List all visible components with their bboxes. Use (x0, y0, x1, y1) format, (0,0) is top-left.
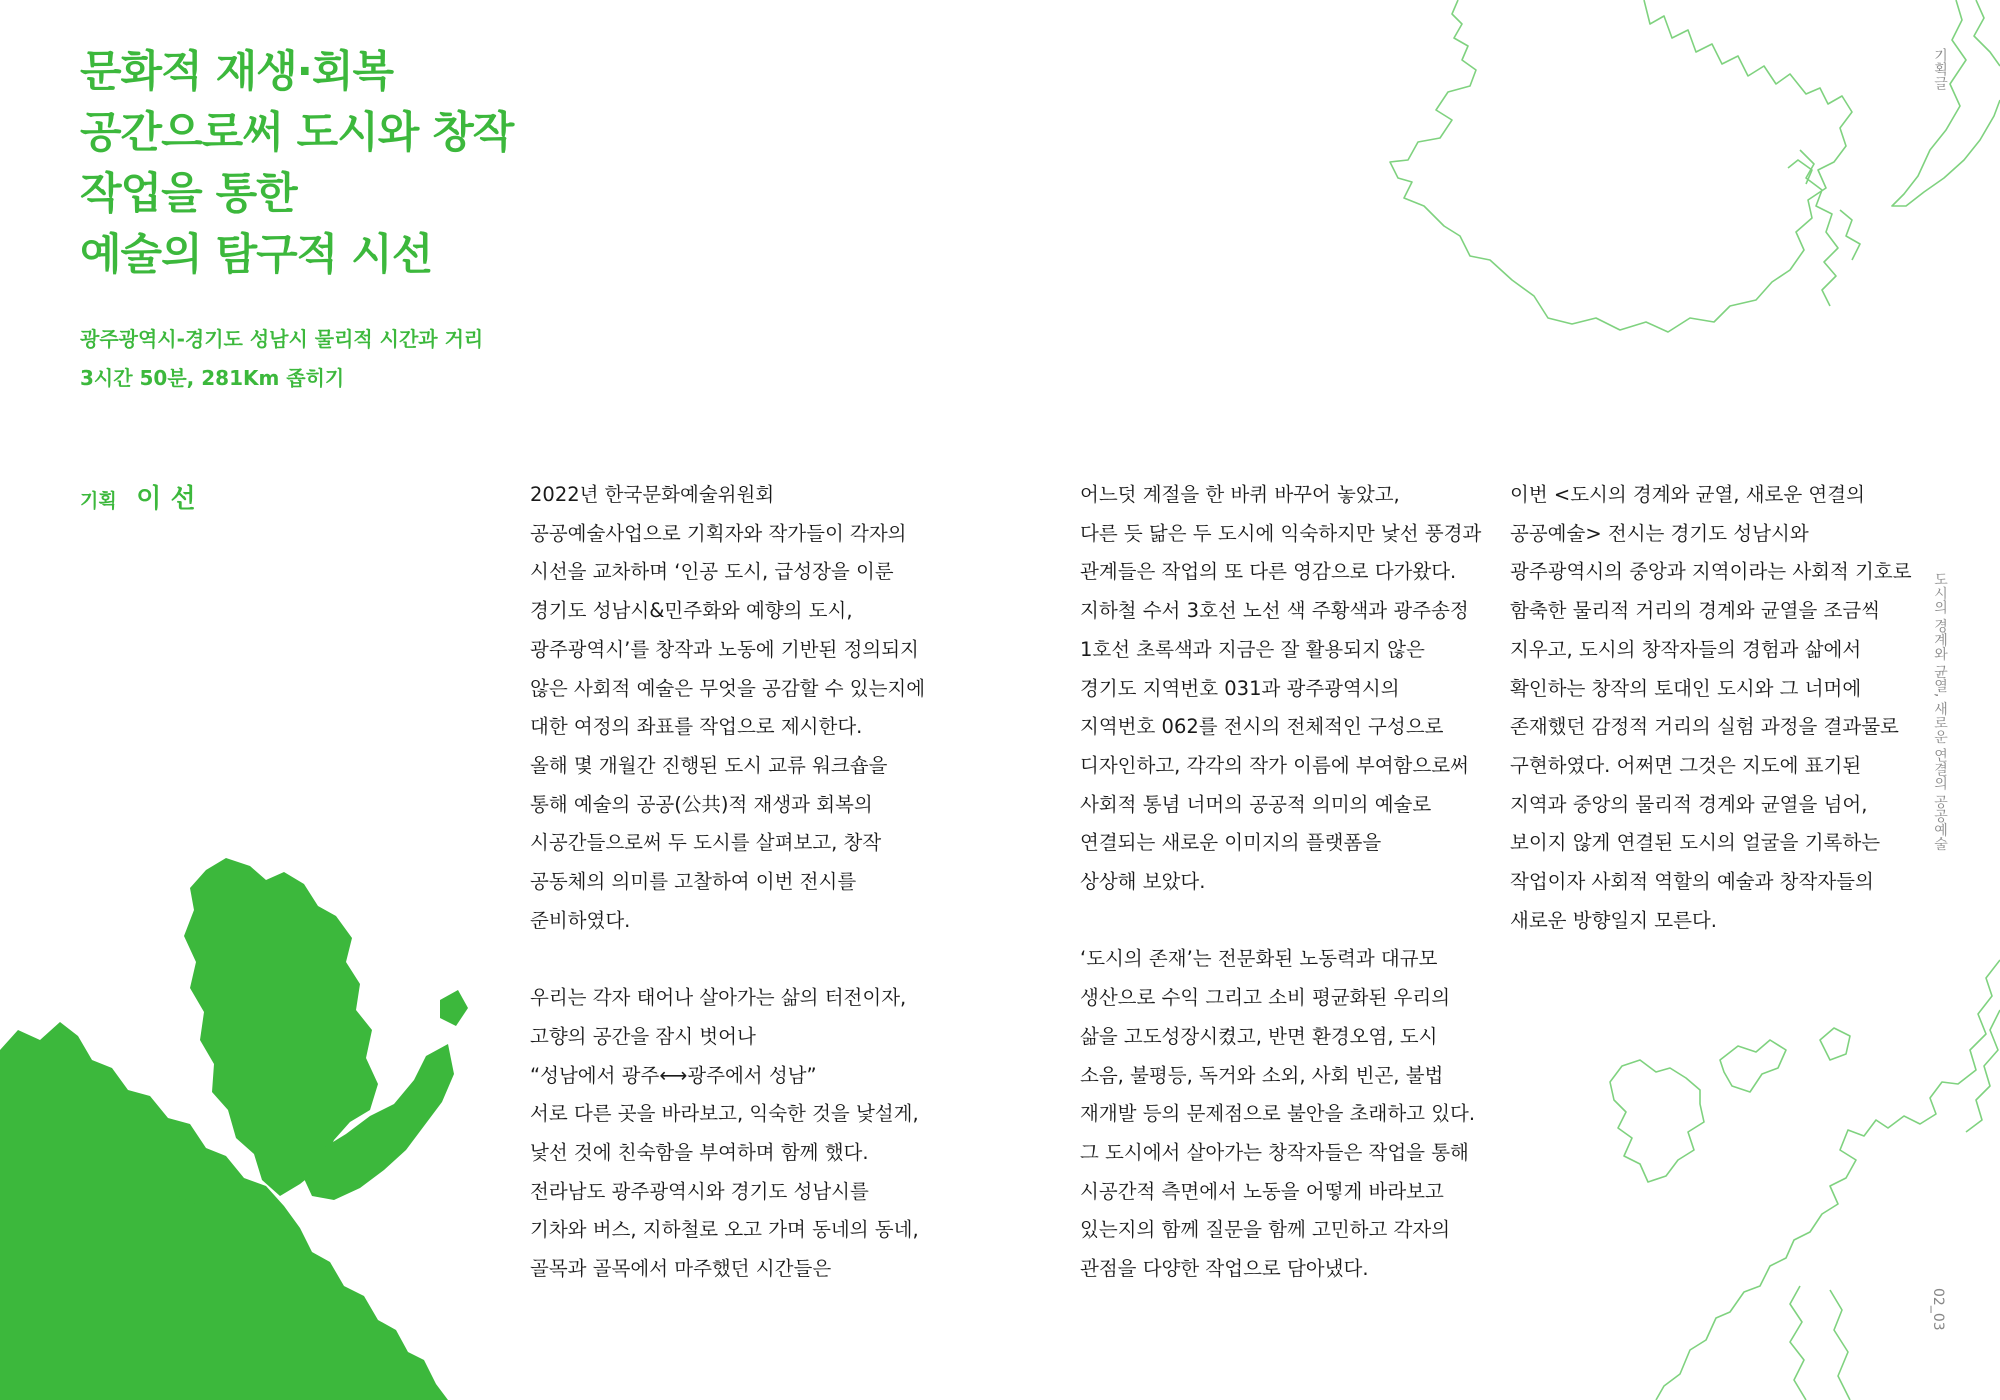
body-line: 연결되는 새로운 이미지의 플랫폼을 (1080, 831, 1382, 855)
body-line: 관계들은 작업의 또 다른 영감으로 다가왔다. (1080, 560, 1457, 584)
body-line: 광주광역시의 중앙과 지역이라는 사회적 기호로 (1510, 560, 1912, 584)
subtitle-line: 광주광역시-경기도 성남시 물리적 시간과 거리 (80, 327, 484, 351)
body-line: 기차와 버스, 지하철로 오고 가며 동네의 동네, (530, 1218, 919, 1242)
body-line: 경기도 성남시&민주화와 예향의 도시, (530, 599, 853, 623)
body-line: 지역과 중앙의 물리적 경계와 균열을 넘어, (1510, 792, 1868, 816)
title-line: 문화적 재생·회복 (80, 47, 394, 97)
text-column-1 (530, 476, 925, 1289)
body-line: 공공예술> 전시는 경기도 성남시와 (1510, 521, 1809, 545)
body-line: 이번 <도시의 경계와 균열, 새로운 연결의 (1510, 483, 1865, 506)
body-line: 고향의 공간을 잠시 벗어나 (530, 1024, 756, 1048)
title-line: 공간으로써 도시와 창작 (80, 108, 514, 158)
body-line: 존재했던 감정적 거리의 실험 과정을 결과물로 (1510, 715, 1899, 739)
body-line: 통해 예술의 공공(公共)적 재생과 회복의 (530, 792, 873, 816)
body-line: 지우고, 도시의 창작자들의 경험과 삶에서 (1510, 637, 1862, 661)
paragraph-gap (530, 940, 925, 979)
body-line: 생산으로 수익 그리고 소비 평균화된 우리의 (1080, 986, 1451, 1010)
body-line: 확인하는 창작의 토대인 도시와 그 너머에 (1510, 676, 1862, 700)
body-line: 다른 듯 닮은 두 도시에 익숙하지만 낯선 풍경과 (1080, 521, 1482, 545)
body-line: 준비하였다. (530, 908, 631, 932)
body-line: 그 도시에서 살아가는 창작자들은 작업을 통해 (1080, 1140, 1469, 1164)
title-line: 예술의 탐구적 시선 (80, 230, 433, 280)
body-line: “성남에서 광주⟷광주에서 성남” (530, 1063, 817, 1087)
body-line: 올해 몇 개월간 진행된 도시 교류 워크숍을 (530, 753, 888, 777)
body-line: 시공간적 측면에서 노동을 어떻게 바라보고 (1080, 1179, 1444, 1203)
body-line: 광주광역시’를 창작과 노동에 기반된 정의되지 (530, 637, 919, 661)
subtitle-line: 3시간 50분, 281Km 좁히기 (80, 366, 345, 390)
body-line: 지역번호 062를 전시의 전체적인 구성으로 (1080, 715, 1444, 739)
body-line: 함축한 물리적 거리의 경계와 균열을 조금씩 (1510, 599, 1881, 623)
text-column-3 (1510, 476, 1912, 940)
body-line: 2022년 한국문화예술위원회 (530, 483, 775, 506)
body-line: 관점을 다양한 작업으로 담아냈다. (1080, 1257, 1369, 1281)
body-line: ‘도시의 존재’는 전문화된 노동력과 대규모 (1080, 947, 1438, 971)
body-line: 상상해 보았다. (1080, 870, 1206, 894)
credit-name: 이 선 (136, 484, 196, 514)
body-line: 시선을 교차하며 ‘인공 도시, 급성장을 이룬 (530, 560, 894, 584)
body-line: 구현하였다. 어쩌면 그것은 지도에 표기된 (1510, 753, 1862, 777)
body-line: 경기도 지역번호 031과 광주광역시의 (1080, 676, 1400, 700)
credit-role: 기획 (80, 490, 117, 512)
page-number: 02_03 (1930, 1288, 1946, 1331)
body-line: 작업이자 사회적 역할의 예술과 창작자들의 (1510, 870, 1874, 894)
section-label: 기획글 (1932, 48, 1948, 90)
body-line: 디자인하고, 각각의 작가 이름에 부여함으로써 (1080, 753, 1469, 777)
text-column-2 (1080, 476, 1481, 1289)
body-line: 보이지 않게 연결된 도시의 얼굴을 기록하는 (1510, 831, 1881, 855)
body-line: 어느덧 계절을 한 바퀴 바꾸어 놓았고, (1080, 483, 1400, 506)
body-line: 재개발 등의 문제점으로 불안을 초래하고 있다. (1080, 1102, 1476, 1126)
body-line: 새로운 방향일지 모른다. (1510, 908, 1717, 932)
article-title (80, 42, 513, 286)
body-line: 1호선 초록색과 지금은 잘 활용되지 않은 (1080, 637, 1425, 661)
title-line: 작업을 통한 (80, 169, 297, 219)
body-line: 소음, 불평등, 독거와 소외, 사회 빈곤, 불법 (1080, 1063, 1444, 1087)
body-line: 사회적 통념 너머의 공공적 의미의 예술로 (1080, 792, 1432, 816)
body-line: 대한 여정의 좌표를 작업으로 제시한다. (530, 715, 863, 739)
curator-credit (80, 478, 196, 515)
body-line: 지하철 수서 3호선 노선 색 주황색과 광주송정 (1080, 599, 1469, 623)
body-line: 시공간들으로써 두 도시를 살펴보고, 창작 (530, 831, 882, 855)
body-line: 서로 다른 곳을 바라보고, 익숙한 것을 낯설게, (530, 1102, 919, 1126)
body-line: 골목과 골목에서 마주했던 시간들은 (530, 1257, 832, 1281)
body-line: 삶을 고도성장시켰고, 반면 환경오염, 도시 (1080, 1024, 1438, 1048)
running-title: 도시의 경계와 균열, 새로운 연결의 공공예술 (1932, 572, 1948, 851)
body-line: 공공예술사업으로 기획자와 작가들이 각자의 (530, 521, 907, 545)
body-line: 전라남도 광주광역시와 경기도 성남시를 (530, 1179, 869, 1203)
paragraph-gap (1080, 902, 1481, 941)
body-line: 우리는 각자 태어나 살아가는 삶의 터전이자, (530, 986, 907, 1010)
body-line: 낯선 것에 친숙함을 부여하며 함께 했다. (530, 1140, 869, 1164)
body-line: 있는지의 함께 질문을 함께 고민하고 각자의 (1080, 1218, 1451, 1242)
body-line: 공동체의 의미를 고찰하여 이번 전시를 (530, 870, 857, 894)
article-subtitle (80, 320, 483, 398)
body-line: 않은 사회적 예술은 무엇을 공감할 수 있는지에 (530, 676, 926, 700)
